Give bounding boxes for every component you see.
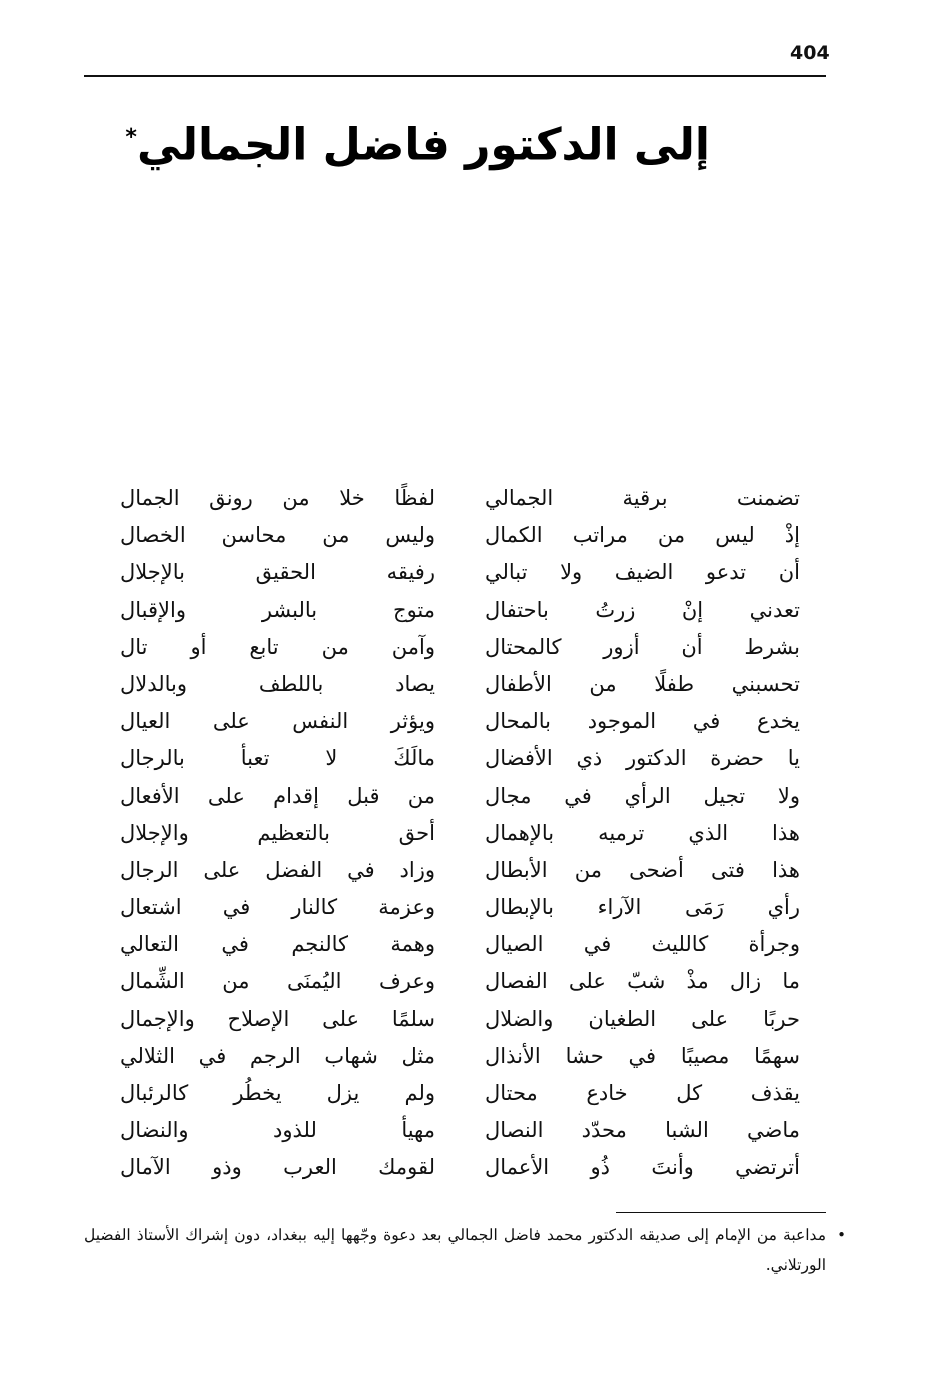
verse-first-hemistich: رأي رَمَى الآراء بالإبطال: [485, 895, 800, 920]
verse-first-hemistich: هذا فتى أضحى من الأبطال: [485, 857, 800, 882]
footnote: [84, 1220, 846, 1280]
verse-first-hemistich: سهمًا مصيبًا في حشا الأنذال: [485, 1043, 800, 1068]
poem-body: [120, 480, 800, 1187]
verse-second-hemistich: وعزمة كالنار في اشتعال: [120, 895, 435, 920]
verse-second-hemistich: وعرف اليُمنَى من الشِّمال: [120, 969, 435, 994]
verse-first-hemistich: ولا تجيل الرأي في مجال: [485, 783, 800, 808]
verse-second-hemistich: مثل شهاب الرجم في الثلالي: [120, 1043, 435, 1068]
verse-first-hemistich: يا حضرة الدكتور ذي الأفضال: [485, 746, 800, 771]
verse-second-hemistich: رفيقه الحقيق بالإجلال: [120, 560, 435, 585]
verse-second-hemistich: من قبل إقدام على الأفعال: [120, 783, 435, 808]
verse-second-hemistich: وهمة كالنجم في التعالي: [120, 932, 435, 957]
verse: [120, 629, 800, 666]
page-number: 404: [790, 42, 830, 64]
verse-second-hemistich: وليس من محاسن الخصال: [120, 523, 435, 548]
poem-title: [125, 106, 710, 178]
verse-second-hemistich: ولم يزل يخطُر كالرئبال: [120, 1081, 435, 1105]
verse: [120, 1038, 800, 1075]
verse-second-hemistich: لفظًا خلا من رونق الجمال: [120, 486, 435, 510]
footnote-rule: [616, 1212, 826, 1213]
verse-first-hemistich: حربًا على الطغيان والضلال: [485, 1006, 800, 1031]
verse: [120, 815, 800, 852]
verse: [120, 889, 800, 926]
header-rule: [84, 75, 826, 77]
verse: [120, 1001, 800, 1038]
verse-first-hemistich: هذا الذي ترميه بالإهمال: [485, 820, 800, 845]
verse-first-hemistich: ما زال مذْ شبّ على الفصال: [485, 969, 800, 994]
verse-first-hemistich: تضمنت برقية الجمالي: [485, 486, 800, 510]
verse: [120, 703, 800, 740]
verse-first-hemistich: ماضي الشبا محدّد النصال: [485, 1118, 800, 1143]
verse-first-hemistich: تحسبني طفلًا من الأطفال: [485, 671, 800, 696]
verse-first-hemistich: وجرأة كالليث في الصيال: [485, 932, 800, 957]
verse-second-hemistich: لقومك العرب وذو الآمال: [120, 1155, 435, 1180]
footnote-bullet: •: [837, 1226, 846, 1244]
verse: [120, 852, 800, 889]
verse-first-hemistich: تعدني إنْ زرتُ باحتفال: [485, 597, 800, 622]
verse-first-hemistich: يقذف كل خادع محتال: [485, 1081, 800, 1105]
verse-second-hemistich: سلمًا على الإصلاح والإجمال: [120, 1006, 435, 1031]
verse: [120, 1112, 800, 1149]
verse-first-hemistich: بشرط أن أزور كالمحتال: [485, 634, 800, 659]
verse: [120, 592, 800, 629]
verse: [120, 963, 800, 1000]
poem-title-text: إلى الدكتور فاضل الجمالي: [136, 119, 710, 171]
verse-second-hemistich: يصاد باللطف وبالدلال: [120, 671, 435, 696]
verse: [120, 1075, 800, 1112]
verse-second-hemistich: ويؤثر النفس على العيال: [120, 709, 435, 734]
verse: [120, 666, 800, 703]
verse: [120, 554, 800, 591]
footnote-text: مداعبة من الإمام إلى صديقه الدكتور محمد فاضل الجمالي بعد دعوة وجّهها إليه ببغداد، دون إشراك الأستاذ الفضيل الورتلاني.: [84, 1226, 826, 1274]
verse-first-hemistich: إذْ ليس من مراتب الكمال: [485, 523, 800, 548]
verse: [120, 480, 800, 517]
verse-first-hemistich: أترتضي وأنتَ ذُو الأعمال: [485, 1155, 800, 1180]
verse-second-hemistich: مهيأ للذود والنضال: [120, 1118, 435, 1143]
verse: [120, 1149, 800, 1186]
verse-second-hemistich: أحق بالتعظيم والإجلال: [120, 820, 435, 845]
verse: [120, 740, 800, 777]
verse-first-hemistich: أن تدعو الضيف ولا تبالي: [485, 560, 800, 585]
verse: [120, 778, 800, 815]
verse-second-hemistich: وزاد في الفضل على الرجال: [120, 857, 435, 882]
verse-second-hemistich: متوج بالبشر والإقبال: [120, 597, 435, 622]
verse-second-hemistich: وآمن من تابع أو تال: [120, 634, 435, 659]
verse-first-hemistich: يخدع في الموجود بالمحال: [485, 709, 800, 734]
verse-second-hemistich: مالَكَ لا تعبأ بالرجال: [120, 746, 435, 771]
verse: [120, 926, 800, 963]
verse: [120, 517, 800, 554]
title-footnote-mark: *: [125, 125, 137, 150]
